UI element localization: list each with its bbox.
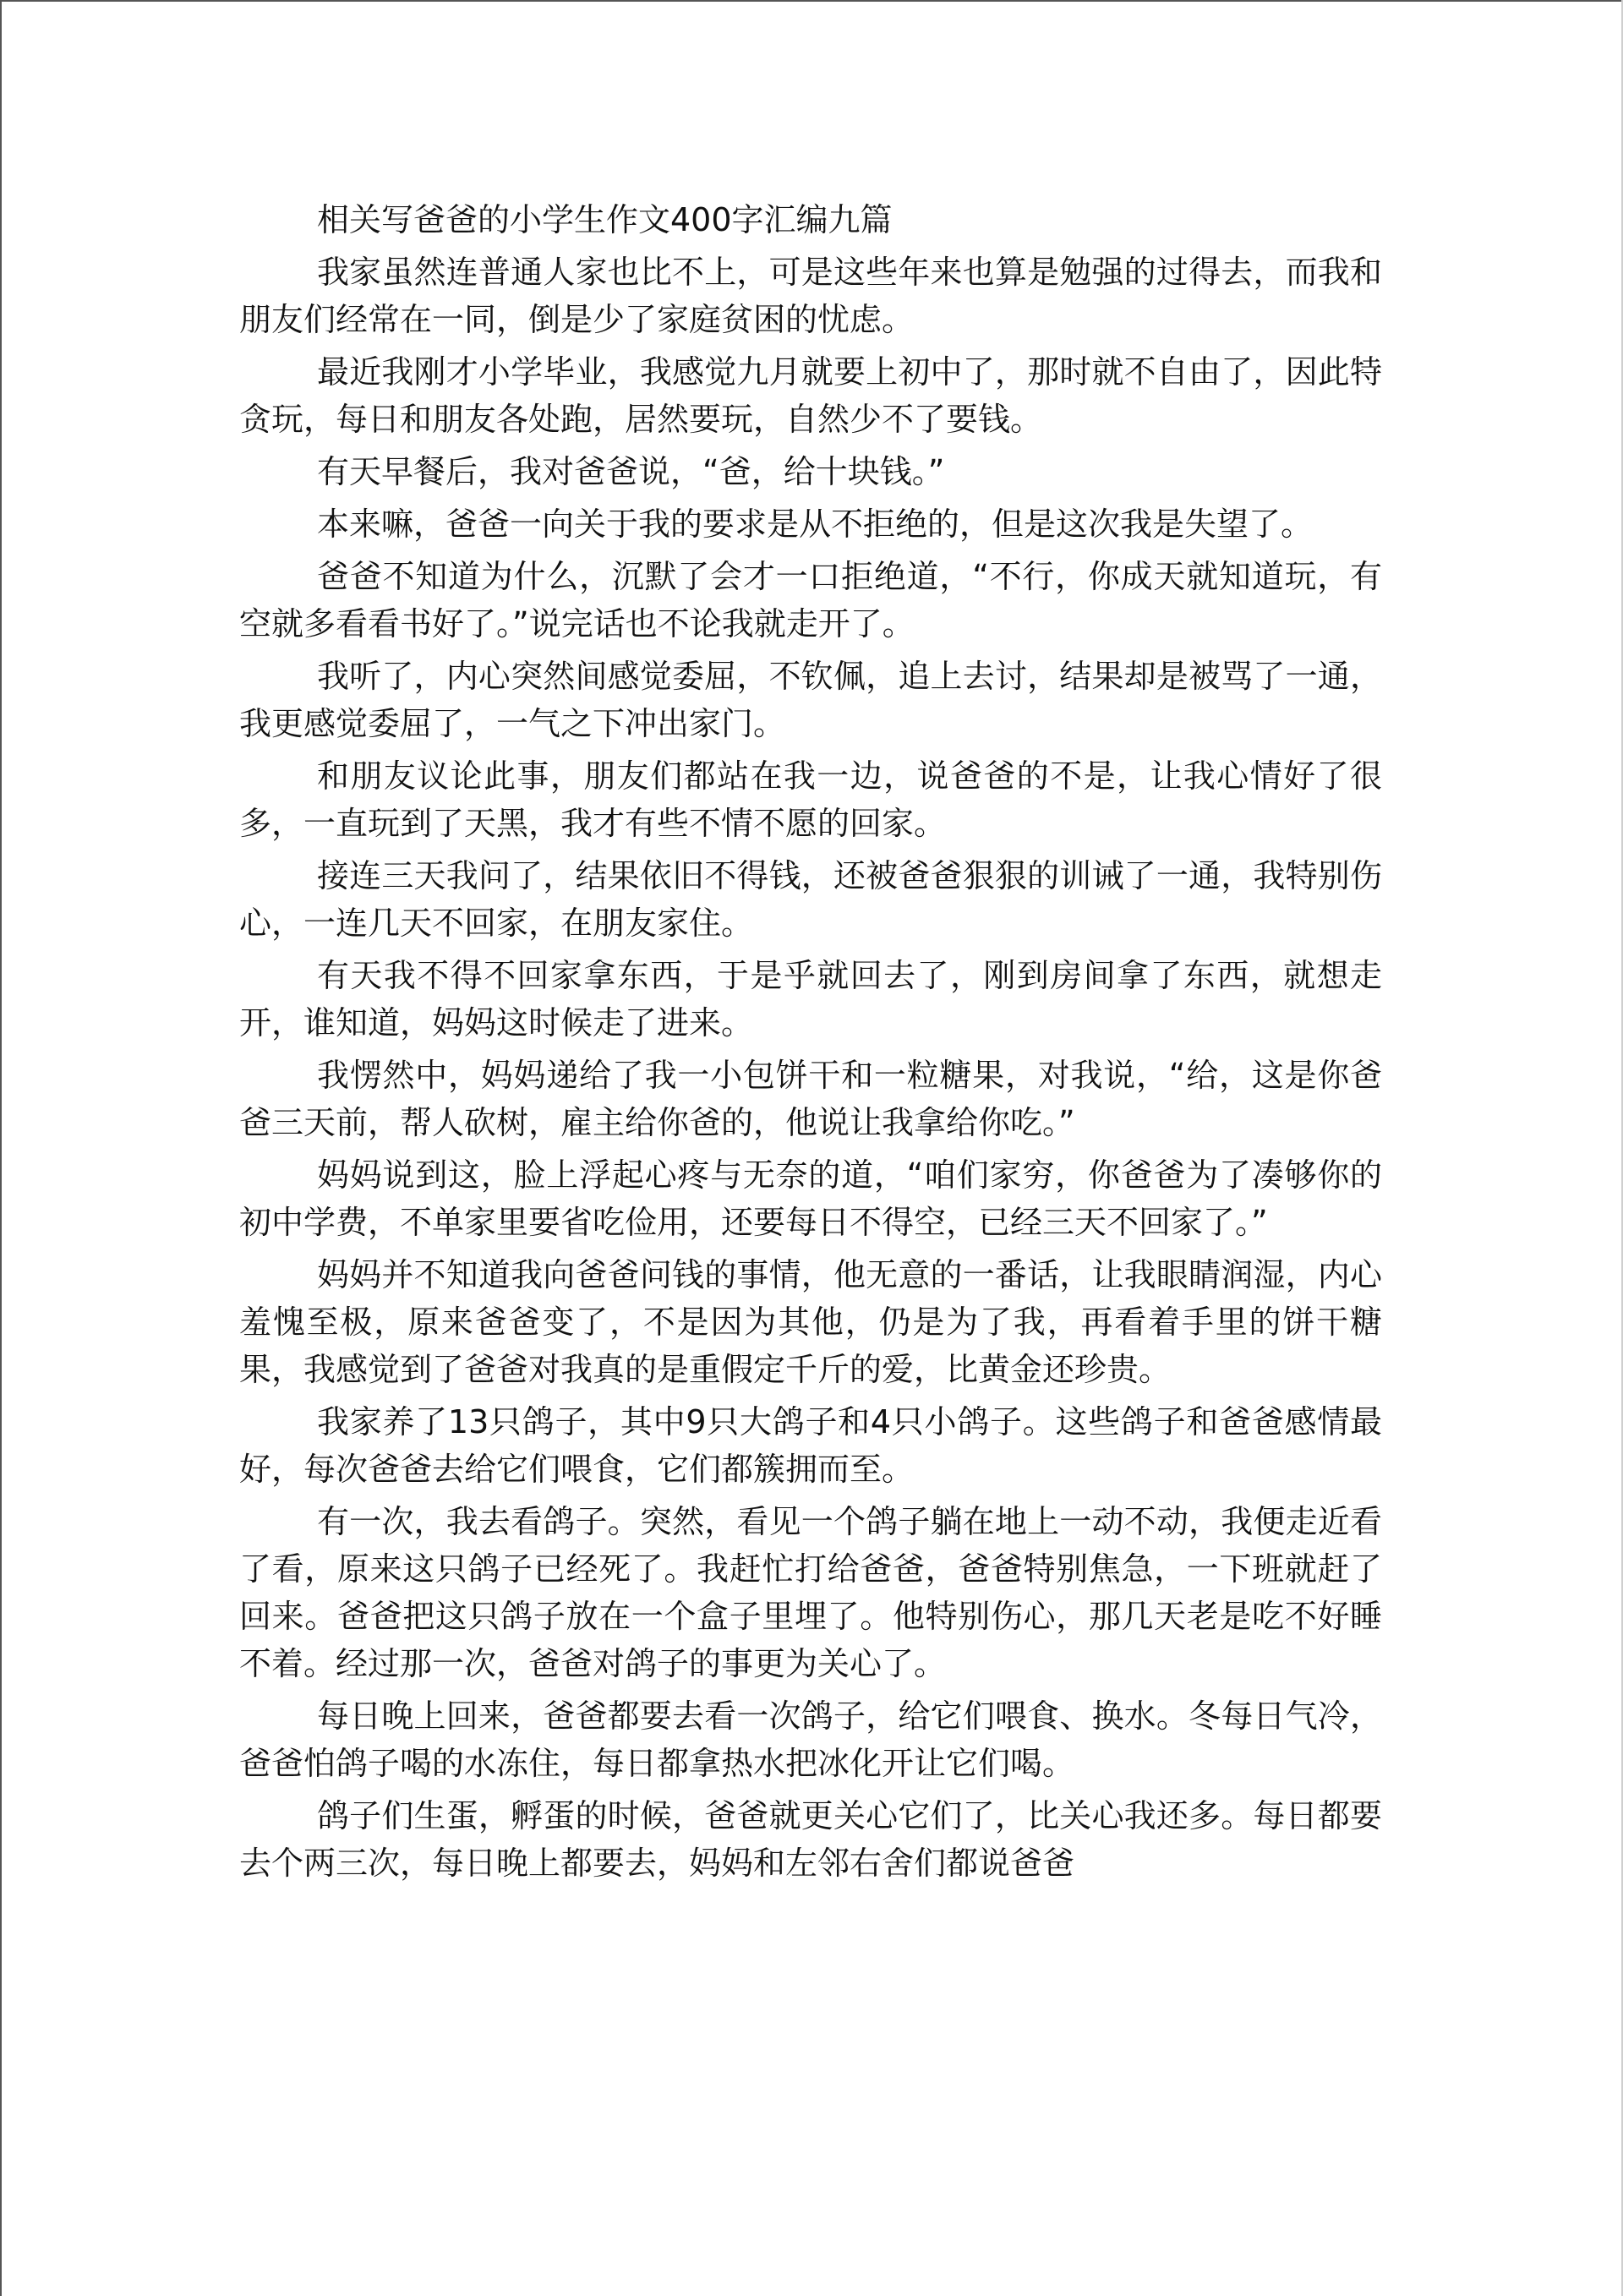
paragraph: 我听了，内心突然间感觉委屈，不钦佩，追上去讨，结果却是被骂了一通，我更感觉委屈了，一气之下冲出家门。 xyxy=(239,658,1382,742)
paragraph: 有一次，我去看鸽子。突然，看见一个鸽子躺在地上一动不动，我便走近看了看，原来这只鸽子已经死了。我赶忙打给爸爸，爸爸特别焦急，一下班就赶了回来。爸爸把这只鸽子放在一个盒子里埋了。他特别伤心，那几天老是吃不好睡不着。经过那一次，爸爸对鸽子的事更为关心了。 xyxy=(239,1503,1382,1682)
paragraph: 我愣然中，妈妈递给了我一小包饼干和一粒糖果，对我说，“给，这是你爸爸三天前，帮人砍树，雇主给你爸的，他说让我拿给你吃。” xyxy=(239,1057,1382,1141)
paragraph: 和朋友议论此事，朋友们都站在我一边，说爸爸的不是，让我心情好了很多，一直玩到了天黑，我才有些不情不愿的回家。 xyxy=(239,757,1382,842)
paragraph: 妈妈说到这，脸上浮起心疼与无奈的道，“咱们家穷，你爸爸为了凑够你的初中学费，不单家里要省吃俭用，还要每日不得空，已经三天不回家了。” xyxy=(239,1156,1382,1241)
paragraph: 有天我不得不回家拿东西，于是乎就回去了，刚到房间拿了东西，就想走开，谁知道，妈妈这时候走了进来。 xyxy=(239,957,1382,1041)
paragraph: 鸽子们生蛋，孵蛋的时候，爸爸就更关心它们了，比关心我还多。每日都要去个两三次，每日晚上都要去，妈妈和左邻右舍们都说爸爸 xyxy=(239,1797,1382,1882)
paragraph: 爸爸不知道为什么，沉默了会才一口拒绝道，“不行，你成天就知道玩，有空就多看看书好了。”说完话也不论我就走开了。 xyxy=(239,558,1382,642)
paragraph: 最近我刚才小学毕业，我感觉九月就要上初中了，那时就不自由了，因此特贪玩，每日和朋友各处跑，居然要玩，自然少不了要钱。 xyxy=(239,353,1382,438)
paragraph: 有天早餐后，我对爸爸说，“爸，给十块钱。” xyxy=(317,453,945,490)
paragraph: 我家养了13只鸽子，其中9只大鸽子和4只小鸽子。这些鸽子和爸爸感情最好，每次爸爸去给它们喂食，它们都簇拥而至。 xyxy=(239,1403,1382,1488)
paragraph: 本来嘛，爸爸一向关于我的要求是从不拒绝的，但是这次我是失望了。 xyxy=(317,506,1314,543)
paragraph: 每日晚上回来，爸爸都要去看一次鸽子，给它们喂食、换水。冬每日气冷，爸爸怕鸽子喝的水冻住，每日都拿热水把冰化开让它们喝。 xyxy=(239,1697,1382,1782)
paragraph: 妈妈并不知道我向爸爸问钱的事情，他无意的一番话，让我眼睛润湿，内心羞愧至极，原来爸爸变了，不是因为其他，仍是为了我，再看着手里的饼干糖果，我感觉到了爸爸对我真的是重假定千斤的爱，比黄金还珍贵。 xyxy=(239,1256,1382,1388)
document-body xyxy=(239,196,1382,1892)
paragraph: 我家虽然连普通人家也比不上，可是这些年来也算是勉强的过得去，而我和朋友们经常在一同，倒是少了家庭贫困的忧虑。 xyxy=(239,254,1382,338)
document-title: 相关写爸爸的小学生作文400字汇编九篇 xyxy=(317,201,893,238)
paragraph: 接连三天我问了，结果依旧不得钱，还被爸爸狠狠的训诫了一通，我特别伤心，一连几天不回家，在朋友家住。 xyxy=(239,857,1382,942)
page-top-border xyxy=(0,0,1623,2)
page-left-border xyxy=(0,0,2,2296)
